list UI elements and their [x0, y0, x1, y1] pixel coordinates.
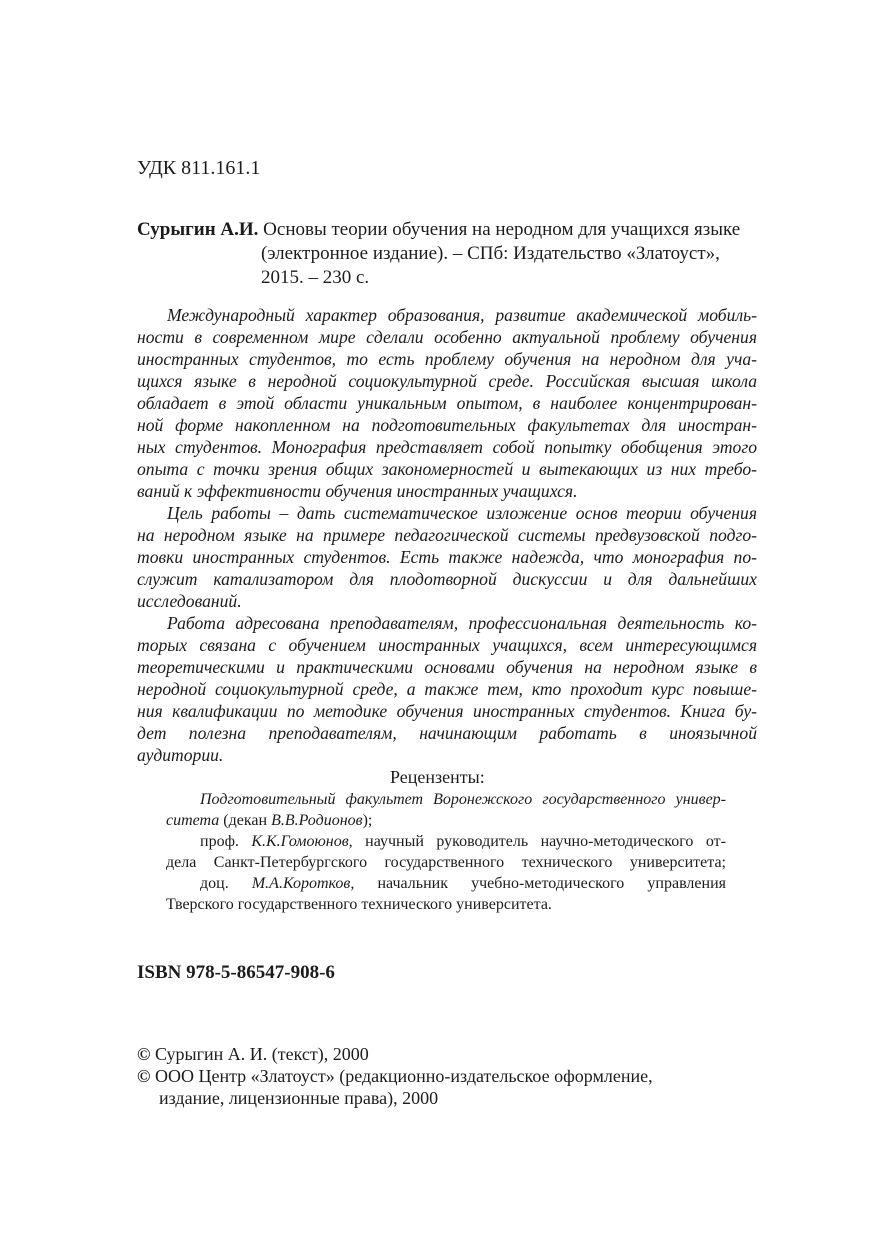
- copyright-line-1: [137, 1043, 653, 1065]
- book-title: Основы теории обучения на неродном для учащихся языке: [258, 219, 741, 240]
- author-name: Сурыгин А.И.: [137, 219, 259, 240]
- reviewer-3-role: начальник учебно-методического управления: [354, 875, 727, 892]
- abstract-line: опыта с точки зрения общих закономерностей и вытекающих из них требо-: [137, 459, 757, 479]
- abstract-line: иностранных студентов, то есть проблему обучения на неродном для уча-: [137, 349, 757, 369]
- reviewer-1-org-end: ситета: [166, 812, 220, 829]
- abstract-line: Работа адресована преподавателям, профессиональная деятельность ко-: [167, 613, 757, 633]
- isbn: ISBN 978-5-86547-908-6: [137, 962, 335, 983]
- abstract-line: ваний к эффективности обучения иностранных учащихся.: [137, 481, 578, 501]
- reviewer-1-close: );: [362, 812, 373, 829]
- reviewer-2-person: К.К.Гомоюнов,: [251, 833, 353, 850]
- reviewer-3-title: доц.: [200, 875, 252, 892]
- abstract-line: ности в современном мире сделали особенно актуальной проблему обучения: [137, 327, 757, 347]
- abstract-line: обладает в этой области уникальным опытом, в наиболее концентрирован-: [137, 393, 757, 413]
- abstract-line: товки иностранных студентов. Есть также надежда, что монография по-: [137, 547, 757, 567]
- reviewer-2-title: проф.: [200, 833, 252, 850]
- reviewer-3-line-2: Тверского государственного технического университета.: [166, 896, 552, 913]
- bib-line-3: 2015. – 230 с.: [261, 267, 370, 288]
- abstract-line: теоретическими и практическими основами обучения на неродном языке в: [137, 657, 757, 677]
- reviewer-2-line-1: [166, 831, 726, 852]
- bib-line-2: (электронное издание). – СПб: Издательство «Златоуст»,: [261, 243, 720, 264]
- abstract-line: Международный характер образования, развитие академической мобиль-: [167, 305, 757, 325]
- copyright-line-2: [137, 1065, 653, 1087]
- abstract-line: на неродном языке на примере педагогической системы предвузовской подго-: [137, 525, 757, 545]
- reviewer-1-role: (декан: [219, 812, 272, 829]
- abstract-line: аудитории.: [137, 745, 224, 765]
- bibliographic-record: [137, 218, 757, 290]
- abstract-line: служит катализатором для плодотворной дискуссии и для дальнейших: [137, 569, 757, 589]
- reviewer-3-person: М.А.Коротков,: [251, 875, 355, 892]
- abstract-line: исследований.: [137, 591, 242, 611]
- abstract-line: ния квалификации по методике обучения иностранных студентов. Книга бу-: [137, 701, 757, 721]
- bib-line-1: [137, 218, 757, 242]
- abstract-line: неродной социокультурной среде, а также тем, кто проходит курс повыше-: [137, 679, 757, 699]
- abstract-line: Цель работы – дать систематическое изложение основ теории обучения: [167, 503, 757, 523]
- reviewer-2-role: научный руководитель научно-методического от-: [352, 833, 726, 850]
- copyright-icon: ©: [137, 1066, 151, 1086]
- copyright-author: Сурыгин А. И. (текст), 2000: [150, 1044, 369, 1064]
- reviewer-1-line-2: [166, 810, 726, 831]
- abstract-line: дет полезна преподавателям, начинающим работать в иноязычной: [137, 723, 757, 743]
- copyright-line-3: издание, лицензионные права), 2000: [159, 1088, 439, 1108]
- reviewers-heading: Рецензенты:: [390, 767, 485, 787]
- abstract: [137, 304, 757, 766]
- copyright-publisher: ООО Центр «Златоуст» (редакционно-издательское оформление,: [150, 1066, 653, 1086]
- reviewers-list: [166, 789, 726, 915]
- abstract-line: щихся языке в неродной социокультурной среде. Российская высшая школа: [137, 371, 757, 391]
- abstract-line: ной форме накопленном на подготовительных факультетах для иностран-: [137, 415, 757, 435]
- abstract-line: ных студентов. Монография представляет собой попытку обобщения этого: [137, 437, 757, 457]
- reviewer-1-line-1: Подготовительный факультет Воронежского государственного универ-: [200, 791, 726, 808]
- abstract-line: торых связана с обучением иностранных учащихся, всем интересующимся: [137, 635, 757, 655]
- copyright-block: [137, 1043, 653, 1109]
- reviewer-2-line-2: дела Санкт-Петербургского государственного технического университета;: [166, 854, 726, 871]
- copyright-icon: ©: [137, 1044, 151, 1064]
- reviewer-3-line-1: [166, 873, 726, 894]
- reviewer-1-person: В.В.Родионов: [271, 812, 363, 829]
- udk-code: УДК 811.161.1: [137, 157, 261, 179]
